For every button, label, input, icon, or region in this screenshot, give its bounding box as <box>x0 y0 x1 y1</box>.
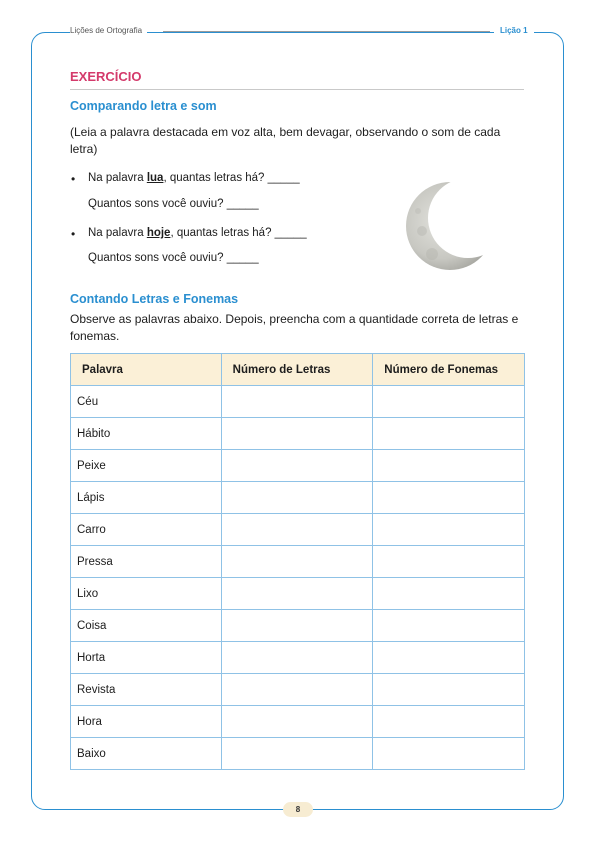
table-row <box>71 546 525 578</box>
exercise-title: EXERCÍCIO <box>70 69 142 84</box>
phonemes-answer-cell[interactable] <box>373 578 525 610</box>
word-cell: Coisa <box>71 610 222 642</box>
letters-answer-cell[interactable] <box>221 386 373 418</box>
letters-answer-cell[interactable] <box>221 418 373 450</box>
phonemes-answer-cell[interactable] <box>373 450 525 482</box>
letters-answer-cell[interactable] <box>221 450 373 482</box>
header-rule <box>163 31 490 32</box>
word-cell: Peixe <box>71 450 222 482</box>
letters-answer-cell[interactable] <box>221 674 373 706</box>
letters-answer-cell[interactable] <box>221 578 373 610</box>
column-header-letters: Número de Letras <box>221 354 373 386</box>
column-header-word: Palavra <box>71 354 222 386</box>
word-cell: Horta <box>71 642 222 674</box>
phonemes-answer-cell[interactable] <box>373 546 525 578</box>
highlight-word: hoje <box>146 227 171 239</box>
table-row <box>71 482 525 514</box>
bullet: • <box>71 227 76 241</box>
phonemes-answer-cell[interactable] <box>373 642 525 674</box>
letters-answer-cell[interactable] <box>221 642 373 674</box>
phonemes-answer-cell[interactable] <box>373 706 525 738</box>
letters-answer-cell[interactable] <box>221 610 373 642</box>
word-cell: Hora <box>71 706 222 738</box>
phonemes-answer-cell[interactable] <box>373 610 525 642</box>
word-cell: Baixo <box>71 738 222 770</box>
word-cell: Céu <box>71 386 222 418</box>
table-row <box>71 674 525 706</box>
crescent-moon-icon <box>400 176 500 276</box>
word-cell: Lápis <box>71 482 222 514</box>
highlight-word: lua <box>146 172 164 184</box>
letters-answer-cell[interactable] <box>221 514 373 546</box>
word-cell: Lixo <box>71 578 222 610</box>
phonemes-answer-cell[interactable] <box>373 386 525 418</box>
section1-instruction: (Leia a palavra destacada em voz alta, bem devagar, observando o som de cada letra) <box>70 125 501 156</box>
word-cell: Hábito <box>71 418 222 450</box>
phonemes-answer-cell[interactable] <box>373 738 525 770</box>
word-cell: Carro <box>71 514 222 546</box>
letters-phonemes-table <box>70 353 525 770</box>
phonemes-answer-cell[interactable] <box>373 482 525 514</box>
table-row <box>71 610 525 642</box>
phonemes-answer-cell[interactable] <box>373 418 525 450</box>
table-row <box>71 514 525 546</box>
table-row <box>71 386 525 418</box>
exercise-rule <box>70 89 524 90</box>
letters-answer-cell[interactable] <box>221 482 373 514</box>
letters-answer-cell[interactable] <box>221 546 373 578</box>
table-row <box>71 706 525 738</box>
letters-answer-cell[interactable] <box>221 738 373 770</box>
column-header-phonemes: Número de Fonemas <box>373 354 525 386</box>
table-row <box>71 418 525 450</box>
table-row <box>71 642 525 674</box>
table-row <box>71 450 525 482</box>
section2-title: Contando Letras e Fonemas <box>70 292 239 306</box>
question-1: Na palavra lua, quantas letras há? _____ <box>88 172 300 184</box>
phonemes-answer-cell[interactable] <box>373 514 525 546</box>
word-cell: Pressa <box>71 546 222 578</box>
letters-answer-cell[interactable] <box>221 706 373 738</box>
header-book-title: Lições de Ortografia <box>70 26 147 35</box>
phonemes-answer-cell[interactable] <box>373 674 525 706</box>
question-1-follow: Quantos sons você ouviu? _____ <box>88 198 259 210</box>
header-lesson: Lição 1 <box>494 26 534 35</box>
question-2: Na palavra hoje, quantas letras há? _____ <box>88 227 307 239</box>
section1-title: Comparando letra e som <box>70 99 217 113</box>
bullet: • <box>71 172 76 186</box>
table-row <box>71 578 525 610</box>
question-2-follow: Quantos sons você ouviu? _____ <box>88 252 259 264</box>
section2-instruction: Observe as palavras abaixo. Depois, preencha com a quantidade correta de letras e fonemas. <box>70 312 519 343</box>
page-number: 8 <box>283 802 313 817</box>
table-row <box>71 738 525 770</box>
word-cell: Revista <box>71 674 222 706</box>
